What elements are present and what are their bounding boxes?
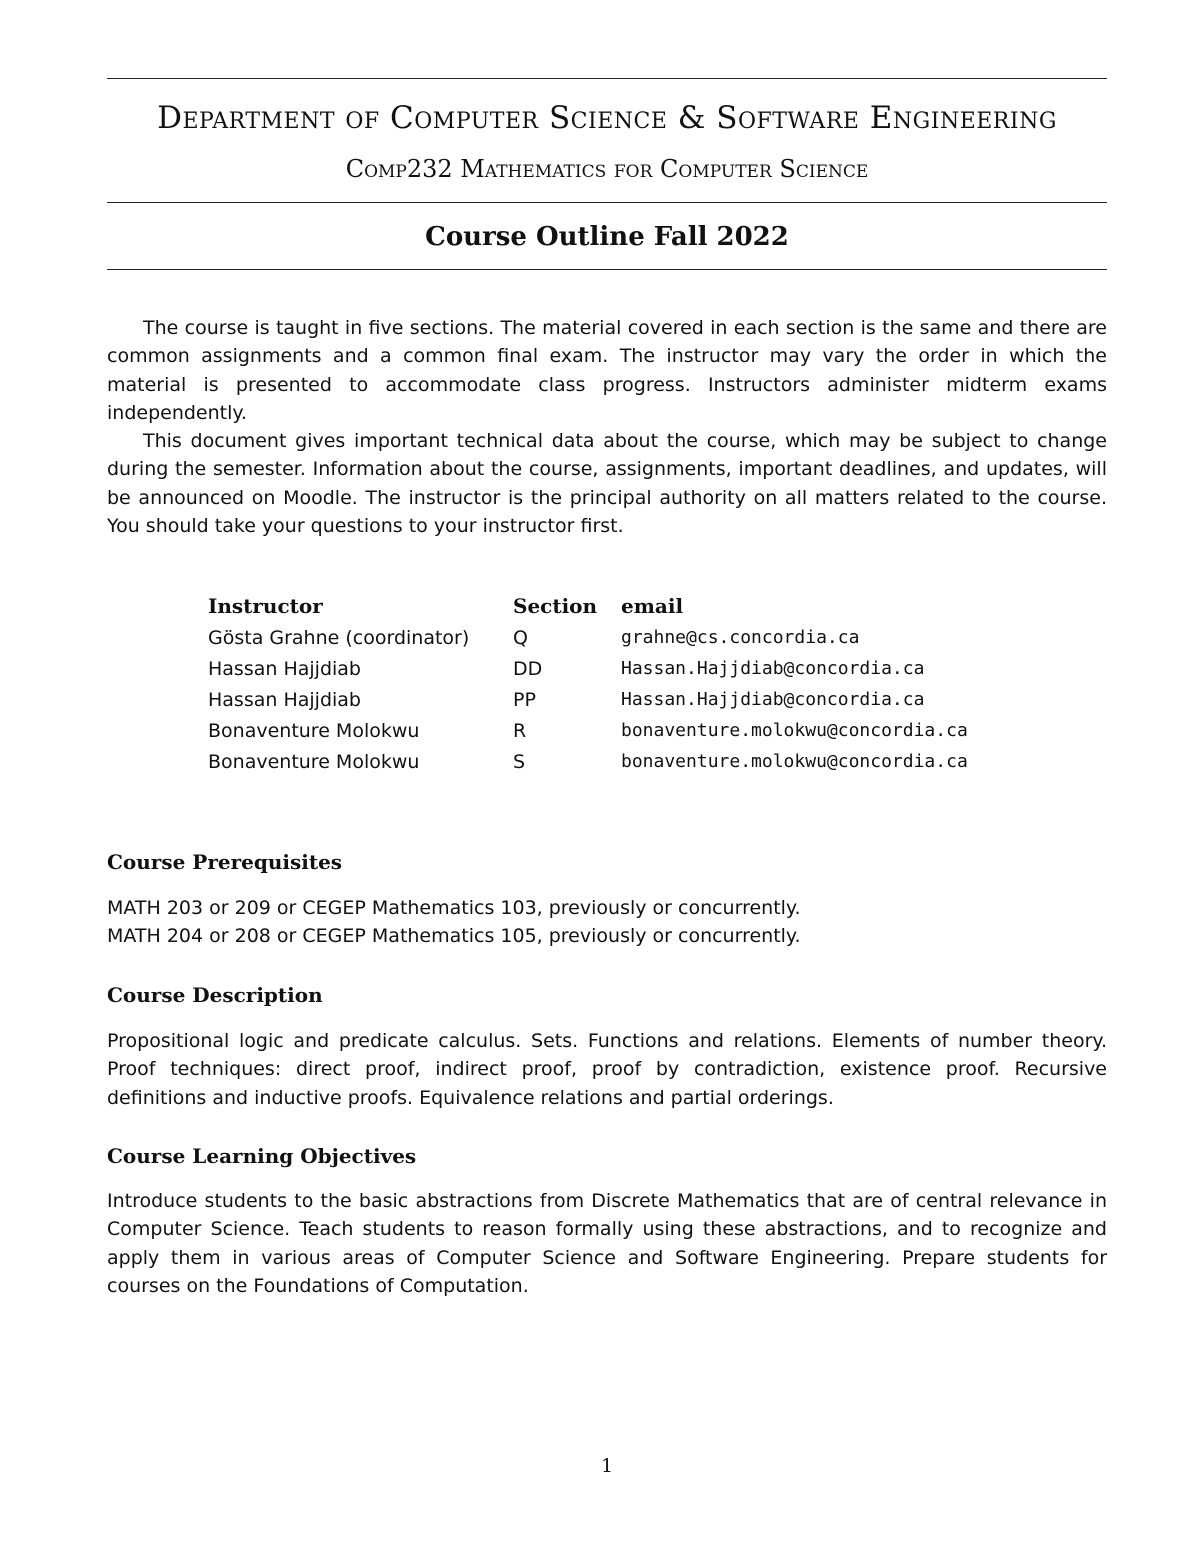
prerequisite-line: MATH 204 or 208 or CEGEP Mathematics 105, previously or concurrently. — [107, 925, 801, 948]
prerequisite-line: MATH 203 or 209 or CEGEP Mathematics 103, previously or concurrently. — [107, 897, 801, 919]
instructor-email: Hassan.Hajjdiab@concordia.ca — [621, 689, 925, 710]
instructor-email: Hassan.Hajjdiab@concordia.ca — [621, 658, 925, 679]
objectives-heading: Course Learning Objectives — [107, 1144, 417, 1168]
intro-paragraph-2: This document gives important technical data about the course, which may be subject to change during the semester. Information about the course, assignments, important deadlines, and updates, will be announced on Moodle. The instructor is the principal authority on all matters related to the course. You should take your questions to your instructor first. — [107, 430, 1107, 537]
column-header-email: email — [621, 594, 684, 618]
instructor-name: Bonaventure Molokwu — [208, 719, 420, 742]
instructor-name: Gösta Grahne (coordinator) — [208, 626, 470, 649]
table-row — [208, 746, 986, 777]
table-row — [208, 715, 986, 746]
instructor-name: Hassan Hajjdiab — [208, 657, 361, 680]
column-header-section: Section — [513, 594, 598, 618]
objectives-text: Introduce students to the basic abstractions from Discrete Mathematics that are of central relevance in Computer Science. Teach students to reason formally using these abstractions, and to recognize and apply them in various areas of Computer Science and Software Engineering. Prepare students for courses on the Foundations of Computation. — [107, 1190, 1107, 1297]
section-code: R — [513, 719, 527, 742]
intro-paragraph-1: The course is taught in five sections. The material covered in each section is the same and there are common assignments and a common final exam. The instructor may vary the order in which the material is presented to accommodate class progress. Instructors administer midterm exams independently. — [107, 317, 1107, 424]
prerequisites-list — [107, 894, 1107, 951]
section-code: PP — [513, 688, 536, 711]
section-code: DD — [513, 657, 543, 680]
instructor-name: Hassan Hajjdiab — [208, 688, 361, 711]
table-row — [208, 622, 986, 653]
instructor-email: grahne@cs.concordia.ca — [621, 627, 860, 648]
table-header-row — [208, 590, 986, 622]
instructor-table — [208, 590, 986, 777]
prerequisites-heading: Course Prerequisites — [107, 850, 343, 874]
outline-title: Course Outline Fall 2022 — [425, 222, 789, 252]
column-header-instructor: Instructor — [208, 594, 323, 618]
page-number: 1 — [600, 1455, 614, 1477]
instructor-name: Bonaventure Molokwu — [208, 750, 420, 773]
top-rule — [107, 78, 1107, 79]
document-page — [107, 0, 1107, 1553]
description-text: Propositional logic and predicate calculus. Sets. Functions and relations. Elements of number theory. Proof techniques: direct proof, indirect proof, proof by contradiction, existence proof. Recursive definitions and inductive proofs. Equivalence relations and partial orderings. — [107, 1030, 1107, 1109]
department-title: Department of Computer Science & Software Engineering — [157, 100, 1057, 136]
table-row — [208, 684, 986, 715]
section-code: Q — [513, 626, 528, 649]
outline-rule — [107, 269, 1107, 270]
description-heading: Course Description — [107, 983, 323, 1007]
instructor-email: bonaventure.molokwu@concordia.ca — [621, 720, 968, 741]
course-title: Comp232 Mathematics for Computer Science — [345, 155, 869, 183]
header-rule — [107, 202, 1107, 203]
section-code: S — [513, 750, 526, 773]
instructor-email: bonaventure.molokwu@concordia.ca — [621, 751, 968, 772]
table-row — [208, 653, 986, 684]
